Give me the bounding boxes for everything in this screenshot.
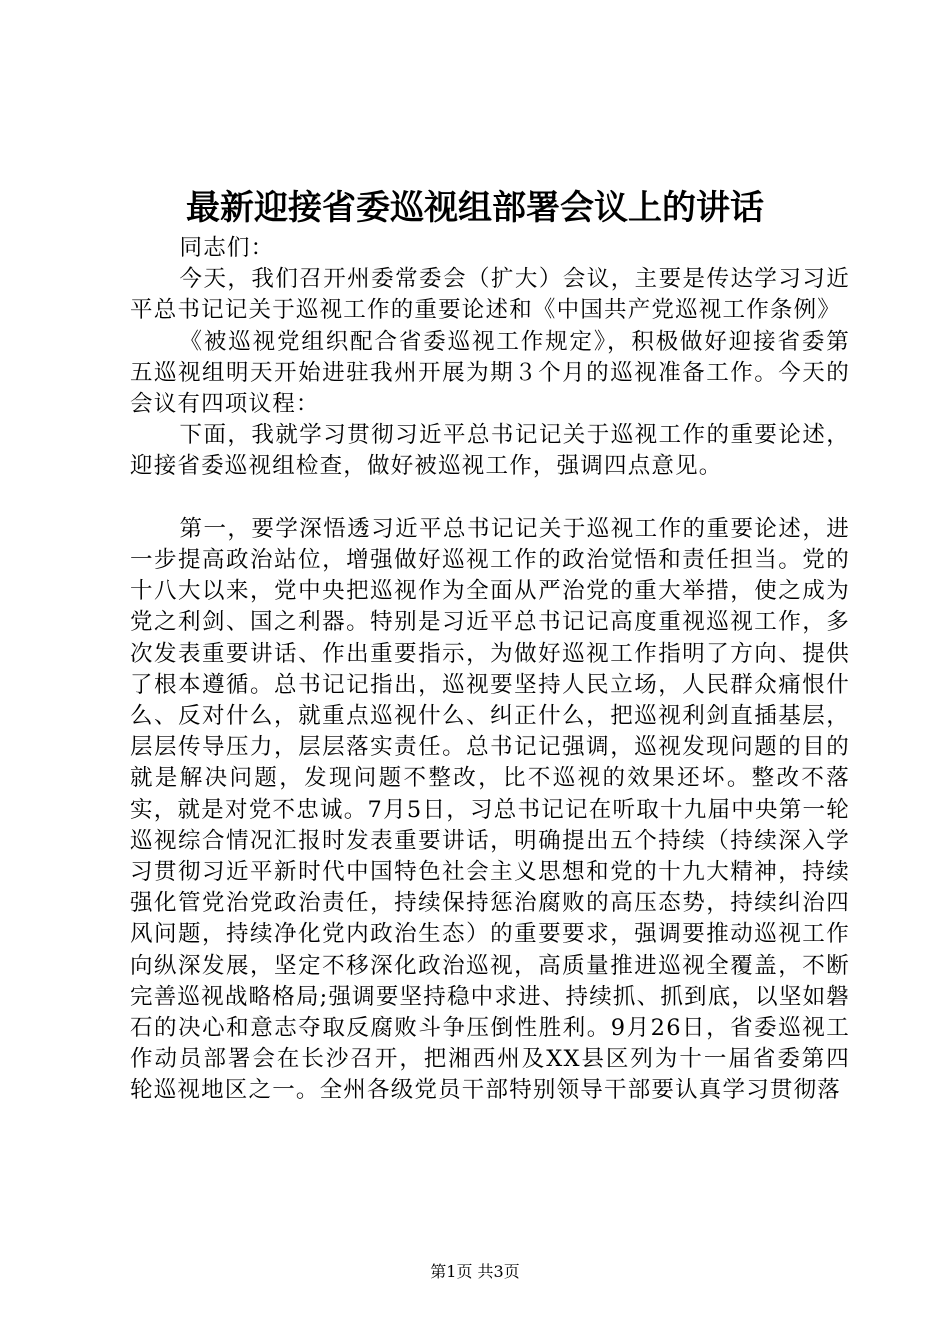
- salutation: 同志们：: [179, 235, 275, 261]
- paragraph-agenda: 《被巡视党组织配合省委巡视工作规定》，积极做好迎接省委第五巡视组明天开始进驻我州开展为期３个月的巡视准备工作。今天的会议有四项议程：: [130, 328, 850, 418]
- document-title: 最新迎接省委巡视组部署会议上的讲话: [186, 188, 764, 228]
- document-body: [130, 233, 850, 1107]
- page-number-footer: 第1页 共3页: [430, 1262, 520, 1281]
- paragraph-point-one: 第一，要学深悟透习近平总书记记关于巡视工作的重要论述，进一步提高政治站位，增强做好巡视工作的政治觉悟和责任担当。党的十八大以来，党中央把巡视作为全面从严治党的重大举措，使之成为党之利剑、国之利器。特别是习近平总书记记高度重视巡视工作，多次发表重要讲话、作出重要指示，为做好巡视工作指明了方向、提供了根本遵循。总书记记指出，巡视要坚持人民立场，人民群众痛恨什么、反对什么，就重点巡视什么、纠正什么，把巡视利剑直插基层，层层传导压力，层层落实责任。总书记记强调，巡视发现问题的目的就是解决问题，发现问题不整改，比不巡视的效果还坏。整改不落实，就是对党不忠诚。7月5日，习总书记记在听取十九届中央第一轮巡视综合情况汇报时发表重要讲话，明确提出五个持续（持续深入学习贯彻习近平新时代中国特色社会主义思想和党的十九大精神，持续强化管党治党政治责任，持续保持惩治腐败的高压态势，持续纠治四风问题，持续净化党内政治生态）的重要要求，强调要推动巡视工作向纵深发展，坚定不移深化政治巡视，高质量推进巡视全覆盖，不断完善巡视战略格局;强调要坚持稳中求进、持续抓、抓到底，以坚如磐石的决心和意志夺取反腐败斗争压倒性胜利。9月26日，省委巡视工作动员部署会在长沙召开，把湘西州及XX县区列为十一届省委第四轮巡视地区之一。全州各级党员干部特别领导干部要认真学习贯彻落: [130, 515, 850, 1104]
- paragraph-outline: 下面，我就学习贯彻习近平总书记记关于巡视工作的重要论述，迎接省委巡视组检查，做好被巡视工作，强调四点意见。: [130, 422, 850, 480]
- paragraph-intro: 今天，我们召开州委常委会（扩大）会议，主要是传达学习习近平总书记记关于巡视工作的重要论述和《中国共产党巡视工作条例》: [130, 266, 850, 324]
